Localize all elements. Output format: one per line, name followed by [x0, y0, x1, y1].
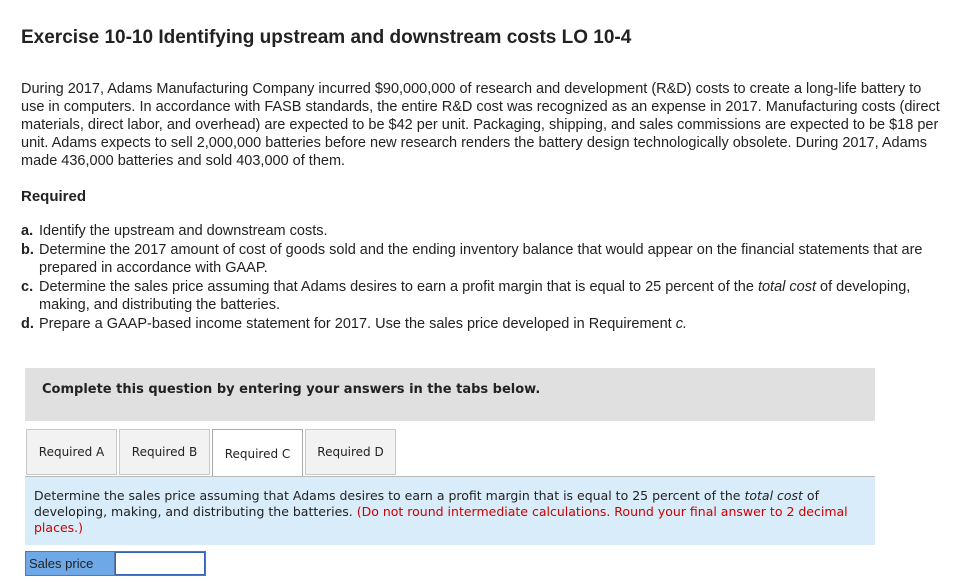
- rounding-note: (Do not round intermediate calculations. Round your final answer to 2 decimal places.): [34, 504, 848, 535]
- panel-text: Determine the sales price assuming that Adams desires to earn a profit margin that is equal to 25 percent of the: [34, 488, 745, 503]
- sales-price-label: Sales price: [26, 552, 115, 575]
- panel-text: of developing, making, and distributing the batteries.: [34, 488, 819, 519]
- sales-price-row: [25, 551, 206, 576]
- requirement-c: [21, 278, 951, 314]
- requirements-list: [21, 222, 951, 334]
- letter: b.: [21, 242, 34, 258]
- requirement-text: Prepare a GAAP-based income statement for 2017. Use the sales price developed in Requirement: [39, 316, 676, 332]
- emphasis: total cost: [744, 488, 803, 503]
- page-title: Exercise 10-10 Identifying upstream and downstream costs LO 10-4: [21, 27, 632, 48]
- instructions-banner: [25, 368, 875, 421]
- required-heading: Required: [21, 188, 87, 205]
- sales-price-input[interactable]: [115, 552, 205, 575]
- requirement-text: Identify the upstream and downstream costs.: [39, 223, 328, 239]
- letter: a.: [21, 223, 34, 239]
- tab-required-c[interactable]: Required C: [212, 429, 303, 477]
- requirement-b: [21, 241, 951, 277]
- letter: c.: [21, 279, 34, 295]
- emphasis: c.: [675, 316, 688, 332]
- requirement-d: [21, 315, 951, 333]
- emphasis: total cost: [757, 279, 816, 295]
- requirement-text: Determine the sales price assuming that Adams desires to earn a profit margin that is equal to 25 percent of the: [39, 279, 758, 295]
- problem-description: During 2017, Adams Manufacturing Company incurred $90,000,000 of research and development (R&D) costs to create a long-life battery to use in computers. In accordance with FASB standards, the entire R&D cost was recognized as an expense in 2017. Manufacturing costs (direct materials, direct labor, and overhead) are expected to be $42 per unit. Packaging, shipping, and sales commissions are expected to be $18 per unit. Adams expects to sell 2,000,000 batteries before new research renders the battery design technologically obsolete. During 2017, Adams made 436,000 batteries and sold 403,000 of them.: [21, 81, 940, 169]
- tab-required-d[interactable]: Required D: [305, 429, 396, 475]
- tab-required-a[interactable]: Required A: [26, 429, 117, 475]
- requirement-text: of developing, making, and distributing the batteries.: [39, 279, 911, 313]
- requirement-text: Determine the 2017 amount of cost of goods sold and the ending inventory balance that would appear on the financial statements that are prepared in accordance with GAAP.: [39, 242, 923, 276]
- tab-required-b[interactable]: Required B: [119, 429, 210, 475]
- requirement-a: [21, 222, 951, 240]
- tab-bar: [26, 429, 396, 477]
- banner-text: Complete this question by entering your answers in the tabs below.: [42, 382, 541, 397]
- letter: d.: [21, 316, 34, 332]
- question-panel: [25, 476, 875, 545]
